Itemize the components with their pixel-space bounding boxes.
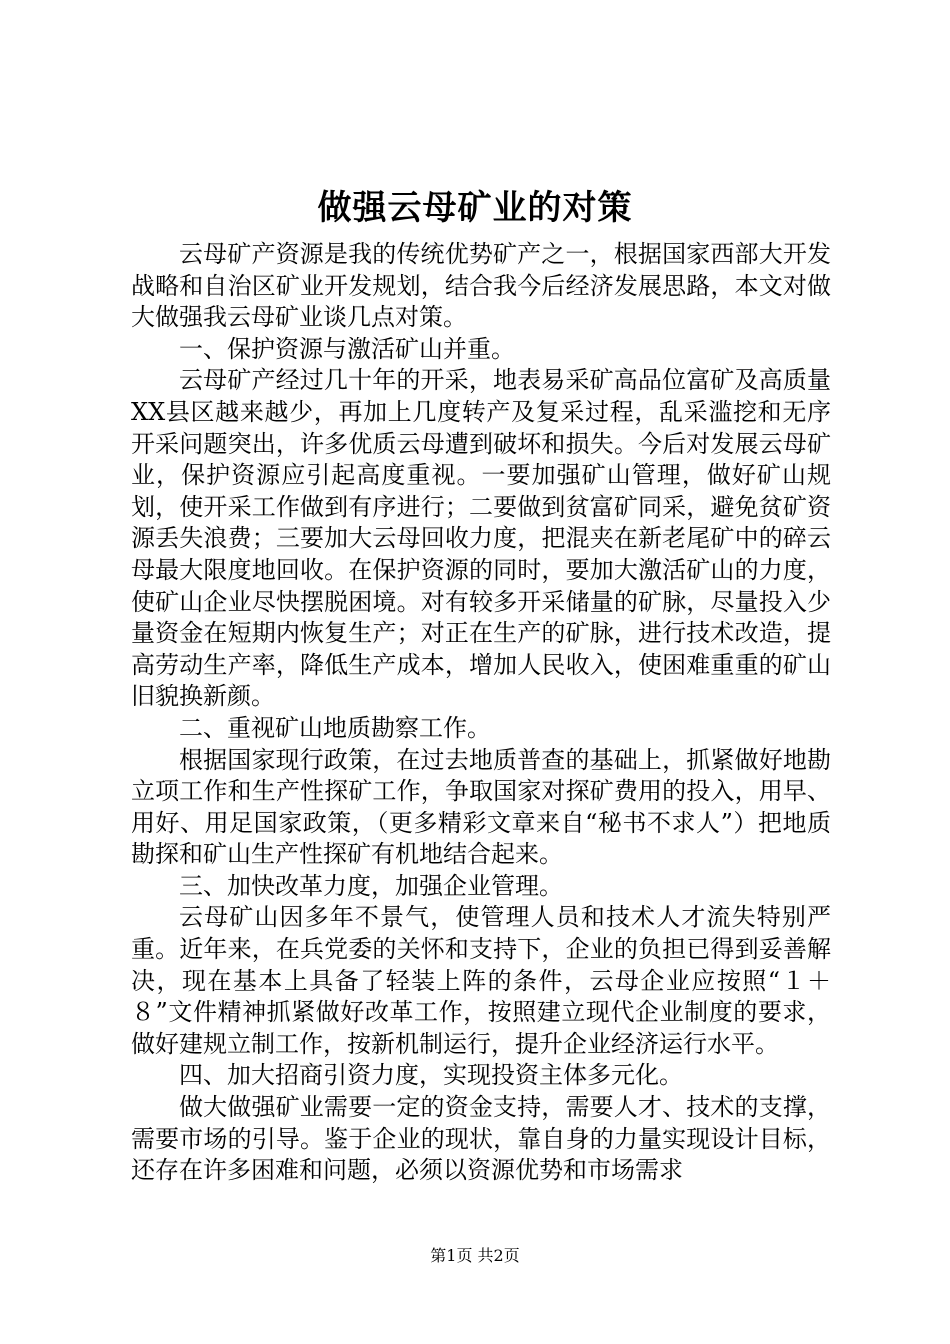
paragraph-section-2: 根据国家现行政策，在过去地质普查的基础上，抓紧做好地勘立项工作和生产性探矿工作，争取国家对探矿费用的投入，用早、用好、用足国家政策，（更多精彩文章来自“秘书不求人”）把地质勘探和矿山生产性探矿有机地结合起来。 [131,745,831,869]
document-title: 做强云母矿业的对策 [317,188,633,228]
document-body [131,239,831,1187]
paragraph-intro: 云母矿产资源是我的传统优势矿产之一，根据国家西部大开发战略和自治区矿业开发规划，结合我今后经济发展思路，本文对做大做强我云母矿业谈几点对策。 [131,240,831,332]
paragraph-section-4: 做大做强矿业需要一定的资金支持，需要人才、技术的支撑，需要市场的引导。鉴于企业的现状，靠自身的力量实现设计目标，还存在许多困难和问题，必须以资源优势和市场需求 [131,1093,831,1185]
paragraph-section-1: 云母矿产经过几十年的开采，地表易采矿高品位富矿及高质量XX县区越来越少，再加上几度转产及复采过程，乱采滥挖和无序开采问题突出，许多优质云母遭到破坏和损失。今后对发展云母矿业，保护资源应引起高度重视。一要加强矿山管理，做好矿山规划，使开采工作做到有序进行；二要做到贫富矿同采，避免贫矿资源丢失浪费；三要加大云母回收力度，把混夹在新老尾矿中的碎云母最大限度地回收。在保护资源的同时，要加大激活矿山的力度，使矿山企业尽快摆脱困境。对有较多开采储量的矿脉，尽量投入少量资金在短期内恢复生产；对正在生产的矿脉，进行技术改造，提高劳动生产率，降低生产成本，增加人民收入，使困难重重的矿山旧貌换新颜。 [131,366,831,711]
paragraph-section-3: 云母矿山因多年不景气，使管理人员和技术人才流失特别严重。近年来，在兵党委的关怀和支持下，企业的负担已得到妥善解决，现在基本上具备了轻装上阵的条件，云母企业应按照“１＋８”文件精神抓紧做好改革工作，按照建立现代企业制度的要求，做好建规立制工作，按新机制运行，提升企业经济运行水平。 [131,903,831,1058]
section-heading-3: 三、加快改革力度，加强企业管理。 [179,871,563,900]
page-footer: 第1页 共2页 [430,1246,520,1265]
section-heading-4: 四、加大招商引资力度，实现投资主体多元化。 [179,1061,683,1090]
section-heading-2: 二、重视矿山地质勘察工作。 [179,713,491,742]
section-heading-1: 一、保护资源与激活矿山并重。 [179,334,515,363]
